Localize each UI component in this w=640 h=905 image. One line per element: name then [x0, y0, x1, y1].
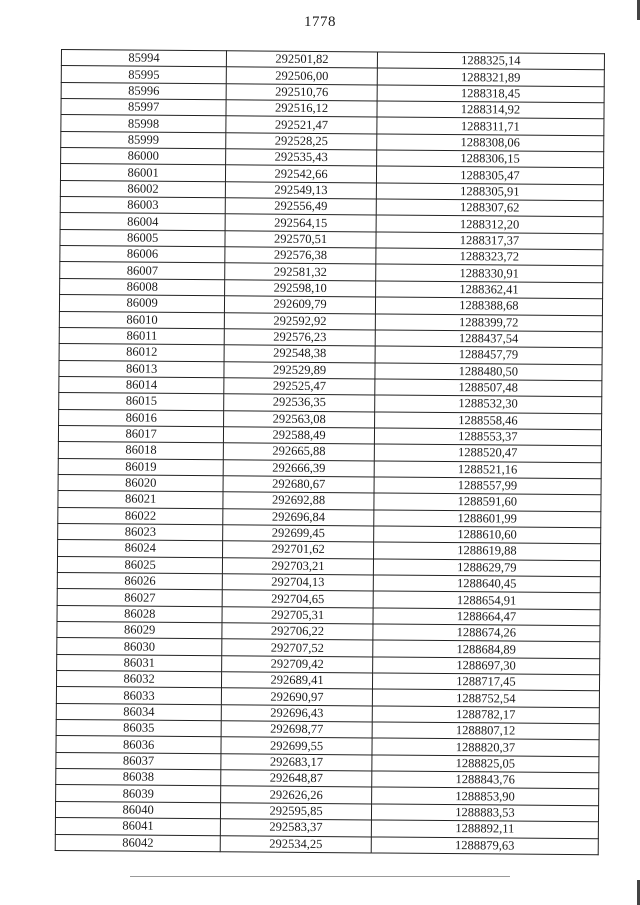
y-coordinate-cell: 1288521,16	[374, 461, 601, 479]
point-number-cell: 86042	[55, 834, 220, 852]
y-coordinate-cell: 1288684,89	[373, 640, 600, 658]
y-coordinate-cell: 1288318,45	[377, 85, 604, 103]
point-number-cell: 86028	[57, 605, 222, 623]
x-coordinate-cell: 292704,13	[223, 574, 374, 592]
y-coordinate-cell: 1288619,88	[373, 542, 600, 560]
point-number-cell: 86026	[57, 572, 222, 590]
x-coordinate-cell: 292549,13	[226, 182, 377, 200]
y-coordinate-cell: 1288305,47	[376, 166, 603, 184]
point-number-cell: 86007	[60, 262, 225, 280]
x-coordinate-cell: 292583,37	[221, 819, 372, 837]
y-coordinate-cell: 1288311,71	[377, 117, 604, 135]
point-number-cell: 86015	[59, 393, 224, 411]
y-coordinate-cell: 1288323,72	[376, 248, 603, 266]
point-number-cell: 86006	[60, 246, 225, 264]
bottom-scan-rule	[130, 876, 510, 877]
x-coordinate-cell: 292665,88	[224, 443, 375, 461]
point-number-cell: 86030	[57, 638, 222, 656]
y-coordinate-cell: 1288437,54	[375, 330, 602, 348]
x-coordinate-cell: 292699,45	[223, 525, 374, 543]
point-number-cell: 86035	[56, 720, 221, 738]
x-coordinate-cell: 292510,76	[226, 83, 377, 101]
x-coordinate-cell: 292696,43	[222, 705, 373, 723]
point-number-cell: 86017	[58, 425, 223, 443]
point-number-cell: 86033	[56, 687, 221, 705]
point-number-cell: 85999	[61, 131, 226, 149]
y-coordinate-cell: 1288853,90	[371, 787, 598, 805]
x-coordinate-cell: 292534,25	[221, 835, 372, 853]
y-coordinate-cell: 1288820,37	[372, 738, 599, 756]
x-coordinate-cell: 292521,47	[226, 116, 377, 134]
point-number-cell: 86038	[56, 769, 221, 787]
table-row	[55, 834, 598, 855]
y-coordinate-cell: 1288717,45	[372, 673, 599, 691]
y-coordinate-cell: 1288507,48	[375, 379, 602, 397]
x-coordinate-cell: 292506,00	[227, 67, 378, 85]
y-coordinate-cell: 1288629,79	[373, 559, 600, 577]
x-coordinate-cell: 292542,66	[226, 165, 377, 183]
x-coordinate-cell: 292556,49	[226, 198, 377, 216]
point-number-cell: 86018	[58, 442, 223, 460]
y-coordinate-cell: 1288330,91	[376, 264, 603, 282]
point-number-cell: 86021	[58, 491, 223, 509]
x-coordinate-cell: 292563,08	[224, 410, 375, 428]
point-number-cell: 86005	[60, 229, 225, 247]
y-coordinate-cell: 1288654,91	[373, 591, 600, 609]
y-coordinate-cell: 1288321,89	[377, 68, 604, 86]
x-coordinate-cell: 292501,82	[227, 51, 378, 69]
y-coordinate-cell: 1288782,17	[372, 706, 599, 724]
x-coordinate-cell: 292576,23	[225, 329, 376, 347]
x-coordinate-cell: 292588,49	[224, 427, 375, 445]
point-number-cell: 86010	[59, 311, 224, 329]
x-coordinate-cell: 292701,62	[223, 541, 374, 559]
point-number-cell: 86031	[57, 654, 222, 672]
point-number-cell: 85997	[61, 99, 226, 117]
point-number-cell: 86002	[60, 180, 225, 198]
y-coordinate-cell: 1288697,30	[372, 657, 599, 675]
y-coordinate-cell: 1288807,12	[372, 722, 599, 740]
y-coordinate-cell: 1288892,11	[371, 820, 598, 838]
point-number-cell: 85995	[61, 66, 226, 84]
y-coordinate-cell: 1288879,63	[371, 836, 598, 854]
point-number-cell: 86025	[57, 556, 222, 574]
x-coordinate-cell: 292707,52	[222, 639, 373, 657]
y-coordinate-cell: 1288883,53	[371, 804, 598, 822]
y-coordinate-cell: 1288388,68	[375, 297, 602, 315]
point-number-cell: 86036	[56, 736, 221, 754]
point-number-cell: 86041	[55, 818, 220, 836]
y-coordinate-cell: 1288752,54	[372, 689, 599, 707]
point-number-cell: 86012	[59, 344, 224, 362]
point-number-cell: 85994	[61, 50, 226, 68]
x-coordinate-cell: 292570,51	[225, 231, 376, 249]
point-number-cell: 86023	[58, 523, 223, 541]
y-coordinate-cell: 1288457,79	[375, 346, 602, 364]
x-coordinate-cell: 292592,92	[225, 312, 376, 330]
x-coordinate-cell: 292626,26	[221, 786, 372, 804]
point-number-cell: 86034	[56, 703, 221, 721]
x-coordinate-cell: 292609,79	[225, 296, 376, 314]
point-number-cell: 86019	[58, 458, 223, 476]
x-coordinate-cell: 292595,85	[221, 803, 372, 821]
x-coordinate-cell: 292705,31	[222, 606, 373, 624]
point-number-cell: 86029	[57, 622, 222, 640]
point-number-cell: 86003	[60, 197, 225, 215]
x-coordinate-cell: 292648,87	[221, 770, 372, 788]
y-coordinate-cell: 1288520,47	[374, 444, 601, 462]
y-coordinate-cell: 1288843,76	[372, 771, 599, 789]
x-coordinate-cell: 292706,22	[222, 623, 373, 641]
x-coordinate-cell: 292696,84	[223, 508, 374, 526]
y-coordinate-cell: 1288558,46	[374, 412, 601, 430]
x-coordinate-cell: 292689,41	[222, 672, 373, 690]
x-coordinate-cell: 292709,42	[222, 656, 373, 674]
point-number-cell: 86013	[59, 360, 224, 378]
point-number-cell: 86016	[59, 409, 224, 427]
y-coordinate-cell: 1288610,60	[373, 526, 600, 544]
page-number: 1778	[304, 14, 336, 30]
point-number-cell: 85998	[61, 115, 226, 133]
point-number-cell: 86024	[58, 540, 223, 558]
point-number-cell: 86022	[58, 507, 223, 525]
point-number-cell: 86040	[55, 801, 220, 819]
point-number-cell: 86020	[58, 474, 223, 492]
y-coordinate-cell: 1288553,37	[374, 428, 601, 446]
y-coordinate-cell: 1288362,41	[375, 281, 602, 299]
y-coordinate-cell: 1288314,92	[377, 101, 604, 119]
x-coordinate-cell: 292680,67	[223, 476, 374, 494]
x-coordinate-cell: 292529,89	[224, 361, 375, 379]
point-number-cell: 86014	[59, 376, 224, 394]
y-coordinate-cell: 1288640,45	[373, 575, 600, 593]
y-coordinate-cell: 1288674,26	[373, 624, 600, 642]
y-coordinate-cell: 1288307,62	[376, 199, 603, 217]
point-number-cell: 86004	[60, 213, 225, 231]
x-coordinate-cell: 292525,47	[224, 378, 375, 396]
x-coordinate-cell: 292598,10	[225, 280, 376, 298]
y-coordinate-cell: 1288308,06	[377, 134, 604, 152]
y-coordinate-cell: 1288601,99	[374, 510, 601, 528]
x-coordinate-cell: 292666,39	[223, 459, 374, 477]
point-number-cell: 86009	[59, 295, 224, 313]
point-number-cell: 86037	[56, 752, 221, 770]
x-coordinate-cell: 292699,55	[221, 737, 372, 755]
y-coordinate-cell: 1288399,72	[375, 313, 602, 331]
point-number-cell: 86008	[60, 278, 225, 296]
y-coordinate-cell: 1288325,14	[377, 52, 604, 70]
x-coordinate-cell: 292516,12	[226, 100, 377, 118]
point-number-cell: 85996	[61, 82, 226, 100]
point-number-cell: 86011	[59, 327, 224, 345]
point-number-cell: 86039	[56, 785, 221, 803]
x-coordinate-cell: 292690,97	[222, 688, 373, 706]
x-coordinate-cell: 292704,65	[222, 590, 373, 608]
x-coordinate-cell: 292698,77	[221, 721, 372, 739]
coordinates-table-body	[55, 50, 604, 855]
point-number-cell: 86027	[57, 589, 222, 607]
y-coordinate-cell: 1288480,50	[375, 363, 602, 381]
y-coordinate-cell: 1288557,99	[374, 477, 601, 495]
x-coordinate-cell: 292548,38	[224, 345, 375, 363]
y-coordinate-cell: 1288532,30	[374, 395, 601, 413]
x-coordinate-cell: 292581,32	[225, 263, 376, 281]
y-coordinate-cell: 1288591,60	[374, 493, 601, 511]
x-coordinate-cell: 292703,21	[223, 557, 374, 575]
x-coordinate-cell: 292535,43	[226, 149, 377, 167]
y-coordinate-cell: 1288317,37	[376, 232, 603, 250]
x-coordinate-cell: 292564,15	[225, 214, 376, 232]
x-coordinate-cell: 292692,88	[223, 492, 374, 510]
point-number-cell: 86000	[61, 148, 226, 166]
x-coordinate-cell: 292576,38	[225, 247, 376, 265]
y-coordinate-cell: 1288306,15	[376, 150, 603, 168]
coordinates-table	[55, 49, 605, 855]
point-number-cell: 86032	[56, 671, 221, 689]
x-coordinate-cell: 292528,25	[226, 133, 377, 151]
point-number-cell: 86001	[60, 164, 225, 182]
y-coordinate-cell: 1288312,20	[376, 215, 603, 233]
y-coordinate-cell: 1288825,05	[372, 755, 599, 773]
x-coordinate-cell: 292683,17	[221, 754, 372, 772]
y-coordinate-cell: 1288664,47	[373, 608, 600, 626]
y-coordinate-cell: 1288305,91	[376, 183, 603, 201]
x-coordinate-cell: 292536,35	[224, 394, 375, 412]
